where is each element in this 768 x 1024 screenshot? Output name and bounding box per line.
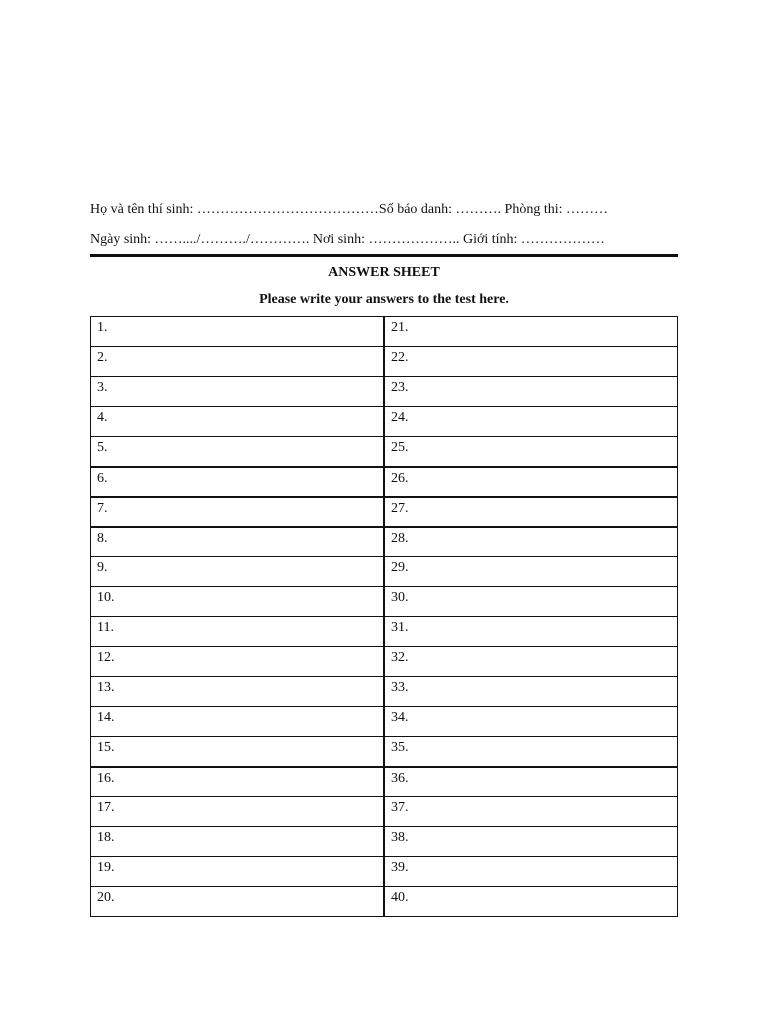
answer-cell-left[interactable]: 5. [91, 437, 385, 467]
answer-row [91, 377, 678, 407]
answer-cell-left[interactable]: 8. [91, 527, 385, 557]
answer-row [91, 557, 678, 587]
answer-cell-right[interactable]: 27. [384, 497, 678, 527]
answer-cell-right[interactable]: 39. [384, 857, 678, 887]
answer-row [91, 887, 678, 917]
answer-cell-right[interactable]: 38. [384, 827, 678, 857]
answer-row [91, 827, 678, 857]
answer-cell-left[interactable]: 4. [91, 407, 385, 437]
answer-row [91, 767, 678, 797]
answer-cell-right[interactable]: 31. [384, 617, 678, 647]
answer-row [91, 437, 678, 467]
answer-cell-left[interactable]: 7. [91, 497, 385, 527]
answer-cell-right[interactable]: 24. [384, 407, 678, 437]
answer-cell-left[interactable]: 13. [91, 677, 385, 707]
answer-cell-right[interactable]: 28. [384, 527, 678, 557]
answer-cell-left[interactable]: 18. [91, 827, 385, 857]
answer-cell-right[interactable]: 40. [384, 887, 678, 917]
answer-cell-right[interactable]: 23. [384, 377, 678, 407]
answer-row [91, 467, 678, 497]
answer-row [91, 677, 678, 707]
answer-row [91, 857, 678, 887]
answer-row [91, 587, 678, 617]
answer-row [91, 497, 678, 527]
answer-cell-right[interactable]: 35. [384, 737, 678, 767]
answer-cell-right[interactable]: 29. [384, 557, 678, 587]
answer-cell-right[interactable]: 36. [384, 767, 678, 797]
answer-row [91, 617, 678, 647]
answer-cell-left[interactable]: 19. [91, 857, 385, 887]
answer-cell-left[interactable]: 20. [91, 887, 385, 917]
answer-row [91, 647, 678, 677]
answer-cell-right[interactable]: 22. [384, 347, 678, 377]
answer-cell-right[interactable]: 21. [384, 317, 678, 347]
answer-cell-left[interactable]: 15. [91, 737, 385, 767]
answer-row [91, 347, 678, 377]
answer-cell-right[interactable]: 26. [384, 467, 678, 497]
answer-cell-left[interactable]: 10. [91, 587, 385, 617]
answer-cell-right[interactable]: 25. [384, 437, 678, 467]
answer-row [91, 317, 678, 347]
answer-cell-left[interactable]: 3. [91, 377, 385, 407]
answer-cell-left[interactable]: 2. [91, 347, 385, 377]
answer-cell-left[interactable]: 9. [91, 557, 385, 587]
answer-cell-left[interactable]: 14. [91, 707, 385, 737]
answer-cell-left[interactable]: 6. [91, 467, 385, 497]
answer-cell-right[interactable]: 32. [384, 647, 678, 677]
answer-row [91, 797, 678, 827]
answer-cell-left[interactable]: 16. [91, 767, 385, 797]
sheet-title: ANSWER SHEET [328, 265, 440, 280]
sheet-instructions: Please write your answers to the test here. [259, 292, 509, 307]
candidate-name-line: Họ và tên thí sinh: …………………………………Số báo danh: ………. Phòng thi: ……… [90, 202, 608, 217]
answer-cell-right[interactable]: 37. [384, 797, 678, 827]
answer-cell-right[interactable]: 30. [384, 587, 678, 617]
answer-cell-left[interactable]: 11. [91, 617, 385, 647]
answer-row [91, 527, 678, 557]
answer-cell-right[interactable]: 33. [384, 677, 678, 707]
answer-cell-left[interactable]: 12. [91, 647, 385, 677]
answer-cell-right[interactable]: 34. [384, 707, 678, 737]
header-divider [90, 254, 678, 257]
answer-row [91, 737, 678, 767]
answer-row [91, 407, 678, 437]
answer-row [91, 707, 678, 737]
answer-cell-left[interactable]: 17. [91, 797, 385, 827]
candidate-birth-line: Ngày sinh: ……..../………./…………. Nơi sinh: ……………….. Giới tính: ……………… [90, 232, 605, 247]
answer-table [90, 316, 678, 917]
answer-cell-left[interactable]: 1. [91, 317, 385, 347]
